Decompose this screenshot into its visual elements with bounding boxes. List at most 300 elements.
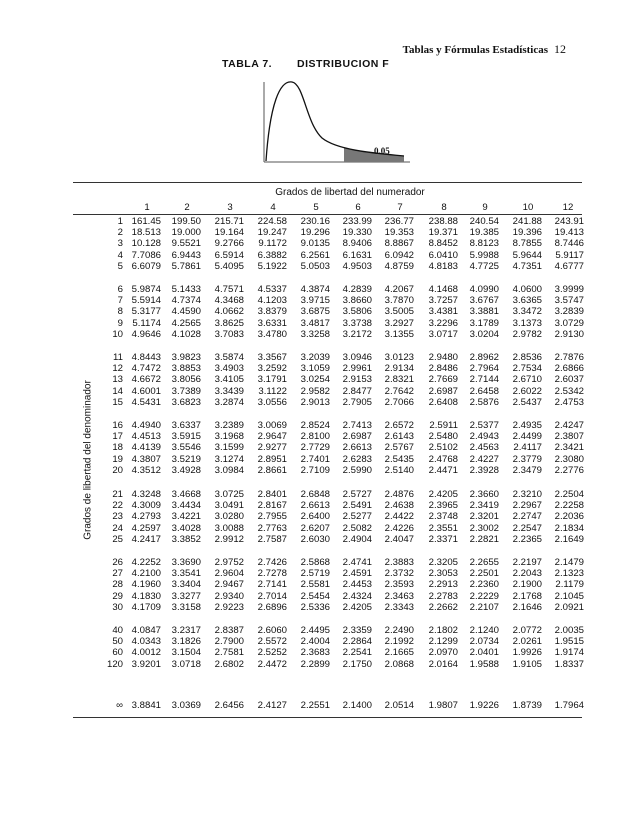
table-cell: 2.7278 [257, 568, 287, 580]
table-cell: 9.2766 [214, 238, 244, 250]
table-cell: 2.1479 [554, 557, 584, 568]
table-cell: 2.3660 [469, 489, 499, 500]
row-df-label: 8 [117, 306, 123, 318]
table-cell: 2.5719 [300, 568, 330, 580]
table-cell: 2.3463 [384, 590, 414, 602]
table-cell: 2.0970 [428, 647, 458, 659]
table-cell: 2.4205 [342, 601, 372, 613]
table-cell: 2.2490 [384, 625, 414, 636]
table-cell: 2.5727 [342, 489, 372, 500]
row-df-label: 25 [112, 533, 123, 545]
table-cell: 5.9117 [555, 249, 584, 261]
table-cell: 4.0012 [131, 647, 161, 659]
table-cell: 8.7446 [554, 238, 584, 250]
row-df-label: 18 [112, 442, 123, 454]
table-cell: 4.2252 [131, 557, 161, 568]
table-cell: 2.8661 [257, 464, 287, 476]
table-cell: 2.6987 [342, 431, 372, 443]
table-cell: 3.4028 [171, 522, 201, 534]
table-cell: 2.9782 [512, 328, 542, 340]
table-cell: 1.9226 [469, 700, 499, 711]
table-cell: 4.1709 [131, 601, 161, 613]
table-cell: 5.0503 [300, 260, 330, 272]
table-cell: 2.5277 [342, 511, 372, 523]
header-bottom-rule [73, 214, 582, 215]
table-cell: 2.5491 [342, 500, 372, 512]
table-cell: 19.385 [469, 227, 499, 239]
table-cell: 2.5572 [257, 636, 287, 648]
table-cell: 2.3732 [384, 568, 414, 580]
table-cell: 2.4935 [512, 420, 542, 431]
table-cell: 3.4668 [171, 489, 201, 500]
table-cell: 6.0410 [428, 249, 458, 261]
table-cell: 3.1599 [214, 442, 244, 454]
table-cell: 5.4095 [214, 260, 244, 272]
table-cell: 2.3421 [554, 442, 584, 454]
table-cell: 2.5102 [428, 442, 458, 454]
table-cell: 2.2360 [469, 579, 499, 591]
table-cell: 2.8100 [300, 431, 330, 443]
table-cell: 2.2501 [469, 568, 499, 580]
table-cell: 2.5342 [554, 385, 584, 397]
table-cell: 5.1174 [132, 317, 161, 329]
table-cell: 4.8443 [131, 352, 161, 363]
table-cell: 19.247 [257, 227, 287, 239]
table-cell: 4.3807 [131, 453, 161, 465]
table-cell: 240.54 [469, 216, 499, 227]
table-cell: 4.4513 [131, 431, 161, 443]
table-cell: 2.6987 [428, 385, 458, 397]
table-cell: 2.8951 [257, 453, 287, 465]
table-cell: 2.5876 [469, 396, 499, 408]
table-cell: 3.1791 [257, 374, 287, 386]
table-cell: 3.1122 [258, 385, 287, 397]
table-cell: 2.4741 [342, 557, 372, 568]
table-cell: 3.9999 [554, 284, 584, 295]
table-cell: 8.8867 [384, 238, 414, 250]
row-df-label: 30 [112, 601, 123, 613]
row-df-label: 5 [117, 260, 123, 272]
table-cell: 3.5005 [384, 306, 414, 318]
table-cell: 3.5915 [171, 431, 201, 443]
table-cell: 3.8853 [171, 363, 201, 375]
table-cell: 2.3205 [428, 557, 458, 568]
column-header: 1 [144, 202, 150, 213]
table-cell: 2.7642 [384, 385, 414, 397]
table-cell: 19.000 [171, 227, 201, 239]
column-header: 5 [313, 202, 319, 213]
table-cell: 2.7141 [257, 579, 287, 591]
table-cell: 3.4817 [300, 317, 330, 329]
table-cell: 3.3258 [300, 328, 330, 340]
table-cell: 2.9582 [300, 385, 330, 397]
table-cell: 2.6456 [214, 700, 244, 711]
table-cell: 19.353 [384, 227, 414, 239]
table-cell: 2.0164 [428, 658, 458, 670]
table-cell: 6.3882 [257, 249, 287, 261]
table-cell: 3.0725 [214, 489, 244, 500]
table-cell: 2.6037 [554, 374, 584, 386]
table-cell: 2.5435 [384, 453, 414, 465]
row-df-label: 50 [112, 636, 123, 648]
table-cell: 9.1172 [258, 238, 287, 250]
table-cell: 2.5767 [384, 442, 414, 454]
table-cell: 2.4324 [342, 590, 372, 602]
table-cell: 2.4471 [428, 464, 458, 476]
table-cell: 2.3965 [428, 500, 458, 512]
table-cell: 2.2043 [512, 568, 542, 580]
table-cell: 2.7144 [469, 374, 499, 386]
table-cell: 3.2039 [300, 352, 330, 363]
table-cell: 2.1045 [554, 590, 584, 602]
table-cell: 215.71 [214, 216, 244, 227]
table-cell: 1.8337 [554, 658, 584, 670]
table-cell: 2.1299 [428, 636, 458, 648]
table-cell: 3.3567 [257, 352, 287, 363]
row-df-label: 23 [112, 511, 123, 523]
table-cell: 2.5911 [429, 420, 458, 431]
table-cell: 4.0990 [469, 284, 499, 295]
table-cell: 2.5140 [384, 464, 414, 476]
table-cell: 2.5437 [512, 396, 542, 408]
row-df-label: ∞ [116, 700, 123, 711]
table-cell: 3.5874 [214, 352, 244, 363]
table-cell: 2.9647 [257, 431, 287, 443]
table-cell: 3.1274 [214, 453, 244, 465]
table-cell: 2.4495 [300, 625, 330, 636]
table-cell: 2.4047 [384, 533, 414, 545]
table-cell: 2.0734 [469, 636, 499, 648]
row-df-label: 13 [112, 374, 123, 386]
table-cell: 2.3883 [384, 557, 414, 568]
table-cell: 2.3748 [428, 511, 458, 523]
table-cell: 3.0556 [257, 396, 287, 408]
table-cell: 3.0069 [257, 420, 287, 431]
table-cell: 2.6143 [384, 431, 414, 443]
row-df-label: 11 [113, 352, 123, 363]
table-cell: 3.2172 [342, 328, 372, 340]
table-cell: 2.5377 [469, 420, 499, 431]
table-cell: 4.7351 [512, 260, 542, 272]
table-cell: 2.6613 [300, 500, 330, 512]
table-cell: 2.5336 [300, 601, 330, 613]
column-header: 10 [522, 202, 534, 213]
table-cell: 3.7257 [428, 295, 458, 307]
table-cell: 230.16 [300, 216, 330, 227]
table-cell: 2.3002 [469, 522, 499, 534]
table-cell: 6.1631 [342, 249, 372, 261]
table-cell: 2.1750 [342, 658, 372, 670]
table-cell: 1.9807 [428, 700, 458, 711]
table-cell: 4.7571 [214, 284, 244, 295]
column-header: 9 [482, 202, 488, 213]
table-cell: 161.45 [131, 216, 161, 227]
row-df-label: 21 [112, 489, 123, 500]
table-cell: 2.6896 [257, 601, 287, 613]
row-df-label: 2 [117, 227, 123, 239]
table-cell: 4.1830 [131, 590, 161, 602]
table-cell: 2.9480 [428, 352, 458, 363]
significance-label: 0.05 [374, 146, 390, 156]
table-cell: 2.6802 [214, 658, 244, 670]
row-df-label: 22 [112, 500, 123, 512]
table-cell: 2.8486 [428, 363, 458, 375]
table-cell: 2.4226 [384, 522, 414, 534]
table-cell: 4.3512 [131, 464, 161, 476]
table-cell: 2.3080 [554, 453, 584, 465]
table-cell: 2.7669 [428, 374, 458, 386]
table-cell: 2.1665 [384, 647, 414, 659]
table-cell: 3.1826 [171, 636, 201, 648]
table-cell: 7.7086 [131, 249, 161, 261]
table-cell: 19.371 [428, 227, 458, 239]
table-cell: 2.7413 [342, 420, 372, 431]
table-cell: 3.6767 [469, 295, 499, 307]
table-cell: 2.7763 [257, 522, 287, 534]
row-df-label: 40 [112, 625, 123, 636]
table-cell: 3.0729 [554, 317, 584, 329]
table-cell: 3.2317 [171, 625, 201, 636]
table-cell: 2.2747 [512, 511, 542, 523]
table-cell: 2.2899 [300, 658, 330, 670]
table-label: TABLA 7. [222, 58, 273, 70]
row-df-label: 10 [112, 328, 123, 340]
table-cell: 2.4205 [428, 489, 458, 500]
table-cell: 2.4904 [342, 533, 372, 545]
page-header [300, 42, 566, 57]
column-header: 4 [270, 202, 276, 213]
table-cell: 3.0491 [214, 500, 244, 512]
table-cell: 2.2197 [512, 557, 542, 568]
table-cell: 1.8739 [512, 700, 542, 711]
table-cell: 2.7109 [300, 464, 330, 476]
table-cell: 4.0343 [131, 636, 161, 648]
table-cell: 3.0717 [428, 328, 458, 340]
table-cell: 4.4139 [131, 442, 161, 454]
table-cell: 3.2874 [214, 396, 244, 408]
table-cell: 2.6458 [469, 385, 499, 397]
table-cell: 8.8123 [469, 238, 499, 250]
table-cell: 5.1433 [171, 284, 201, 295]
table-cell: 4.2793 [131, 511, 161, 523]
table-cell: 2.5454 [300, 590, 330, 602]
table-cell: 2.3371 [428, 533, 458, 545]
table-cell: 3.6337 [171, 420, 201, 431]
table-cell: 19.413 [554, 227, 584, 239]
table-cell: 3.5747 [554, 295, 584, 307]
table-cell: 2.7066 [384, 396, 414, 408]
table-cell: 4.1203 [257, 295, 287, 307]
table-cell: 3.9715 [300, 295, 330, 307]
row-df-label: 28 [112, 579, 123, 591]
table-cell: 2.6283 [342, 453, 372, 465]
column-header: 6 [355, 202, 361, 213]
table-cell: 2.7581 [214, 647, 244, 659]
table-cell: 1.9174 [554, 647, 584, 659]
table-cell: 2.7905 [342, 396, 372, 408]
table-cell: 3.1504 [171, 647, 201, 659]
table-cell: 6.0942 [384, 249, 414, 261]
table-cell: 2.3779 [512, 453, 542, 465]
table-cell: 199.50 [171, 216, 201, 227]
table-cell: 2.1649 [554, 533, 584, 545]
table-cell: 2.1900 [512, 579, 542, 591]
table-cell: 8.8452 [428, 238, 458, 250]
table-cell: 2.7014 [257, 590, 287, 602]
page-number: 12 [554, 42, 566, 56]
table-cell: 2.9912 [214, 533, 244, 545]
table-cell: 3.8660 [342, 295, 372, 307]
row-df-label: 12 [112, 363, 123, 375]
table-cell: 3.3541 [171, 568, 201, 580]
table-cell: 3.6331 [257, 317, 287, 329]
table-cell: 3.4381 [428, 306, 458, 318]
table-cell: 19.164 [214, 227, 244, 239]
table-cell: 3.1968 [214, 431, 244, 443]
table-cell: 6.9443 [171, 249, 201, 261]
table-cell: 4.7725 [469, 260, 499, 272]
table-cell: 3.3277 [171, 590, 201, 602]
table-cell: 3.3690 [171, 557, 201, 568]
table-cell: 3.6365 [512, 295, 542, 307]
table-cell: 3.5806 [342, 306, 372, 318]
table-cell: 3.3881 [469, 306, 499, 318]
table-cell: 2.6400 [300, 511, 330, 523]
table-cell: 4.9503 [342, 260, 372, 272]
column-header: 3 [227, 202, 233, 213]
table-cell: 2.2547 [512, 522, 542, 534]
table-cell: 2.8477 [342, 385, 372, 397]
table-cell: 2.3479 [512, 464, 542, 476]
table-cell: 2.2662 [428, 601, 458, 613]
table-cell: 1.9588 [469, 658, 499, 670]
table-cell: 241.88 [512, 216, 542, 227]
row-df-label: 4 [117, 249, 123, 261]
table-cell: 4.2565 [171, 317, 201, 329]
table-cell: 4.7374 [171, 295, 201, 307]
table-cell: 3.1355 [384, 328, 414, 340]
row-df-label: 24 [112, 522, 123, 534]
table-cell: 2.4563 [469, 442, 499, 454]
table-cell: 4.6001 [131, 385, 161, 397]
table-cell: 2.6022 [512, 385, 542, 397]
table-cell: 2.9604 [214, 568, 244, 580]
table-cell: 2.1768 [512, 590, 542, 602]
table-cell: 2.2229 [469, 590, 499, 602]
table-cell: 2.9134 [384, 363, 414, 375]
table-cell: 2.4638 [384, 500, 414, 512]
table-cell: 8.7855 [512, 238, 542, 250]
table-cell: 3.3158 [171, 601, 201, 613]
table-cell: 2.7900 [214, 636, 244, 648]
table-cell: 3.0984 [214, 464, 244, 476]
table-cell: 19.296 [300, 227, 330, 239]
table-cell: 2.6572 [384, 420, 414, 431]
table-cell: 3.1059 [300, 363, 330, 375]
table-cell: 2.4876 [384, 489, 414, 500]
table-cell: 5.3177 [131, 306, 161, 318]
table-cell: 2.8167 [257, 500, 287, 512]
table-cell: 4.5337 [257, 284, 287, 295]
table-cell: 2.9153 [342, 374, 372, 386]
table-cell: 2.9223 [214, 601, 244, 613]
table-cell: 2.2913 [428, 579, 458, 591]
table-cell: 3.2296 [428, 317, 458, 329]
table-cell: 4.2067 [384, 284, 414, 295]
table-cell: 2.4227 [469, 453, 499, 465]
table-cell: 2.4472 [257, 658, 287, 670]
table-cell: 2.5581 [300, 579, 330, 591]
table-cell: 2.9752 [214, 557, 244, 568]
table-cell: 2.0401 [469, 647, 499, 659]
table-cell: 2.6060 [257, 625, 287, 636]
table-cell: 2.0261 [512, 636, 542, 648]
table-cell: 238.88 [428, 216, 458, 227]
table-cell: 2.3053 [428, 568, 458, 580]
table-cell: 3.0254 [300, 374, 330, 386]
table-cell: 3.2927 [384, 317, 414, 329]
table-cell: 2.6207 [300, 522, 330, 534]
table-cell: 3.2389 [214, 420, 244, 431]
table-cell: 6.5914 [214, 249, 244, 261]
table-cell: 1.9105 [512, 658, 542, 670]
column-header: 12 [562, 202, 574, 213]
table-cell: 4.5431 [131, 396, 161, 408]
table-cell: 2.4117 [513, 442, 542, 454]
table-cell: 3.9201 [131, 658, 161, 670]
table-cell: 2.4591 [342, 568, 372, 580]
table-cell: 2.2821 [469, 533, 499, 545]
table-cell: 3.3439 [214, 385, 244, 397]
table-cell: 3.1373 [512, 317, 542, 329]
table-cell: 2.3593 [384, 579, 414, 591]
table-cell: 2.6848 [300, 489, 330, 500]
table-cell: 2.8962 [469, 352, 499, 363]
table-cell: 3.3852 [171, 533, 201, 545]
table-cell: 2.4127 [257, 700, 287, 711]
table-cell: 3.6823 [171, 396, 201, 408]
table-cell: 5.9874 [131, 284, 161, 295]
row-df-label: 3 [117, 238, 123, 250]
table-cell: 3.7870 [384, 295, 414, 307]
table-cell: 2.3359 [342, 625, 372, 636]
table-cell: 19.396 [512, 227, 542, 239]
table-cell: 2.7534 [512, 363, 542, 375]
table-cell: 2.2258 [554, 500, 584, 512]
table-cell: 2.6613 [342, 442, 372, 454]
table-cell: 2.9467 [214, 579, 244, 591]
table-cell: 4.4940 [131, 420, 161, 431]
table-cell: 6.6079 [131, 260, 161, 272]
row-df-label: 16 [112, 420, 123, 431]
table-cell: 9.0135 [300, 238, 330, 250]
table-cell: 6.2561 [300, 249, 330, 261]
table-cell: 2.8321 [384, 374, 414, 386]
table-cell: 3.3472 [512, 306, 542, 318]
table-cell: 2.6408 [428, 396, 458, 408]
table-cell: 2.8387 [214, 625, 244, 636]
table-cell: 2.6710 [512, 374, 542, 386]
row-df-label: 15 [112, 396, 123, 408]
table-cell: 2.7955 [257, 511, 287, 523]
table-cell: 3.9823 [171, 352, 201, 363]
table-cell: 2.3683 [300, 647, 330, 659]
table-cell: 10.128 [131, 238, 161, 250]
table-cell: 2.0514 [384, 700, 414, 711]
table-cell: 2.2107 [469, 601, 499, 613]
table-cell: 3.0369 [171, 700, 201, 711]
table-cell: 3.2839 [554, 306, 584, 318]
